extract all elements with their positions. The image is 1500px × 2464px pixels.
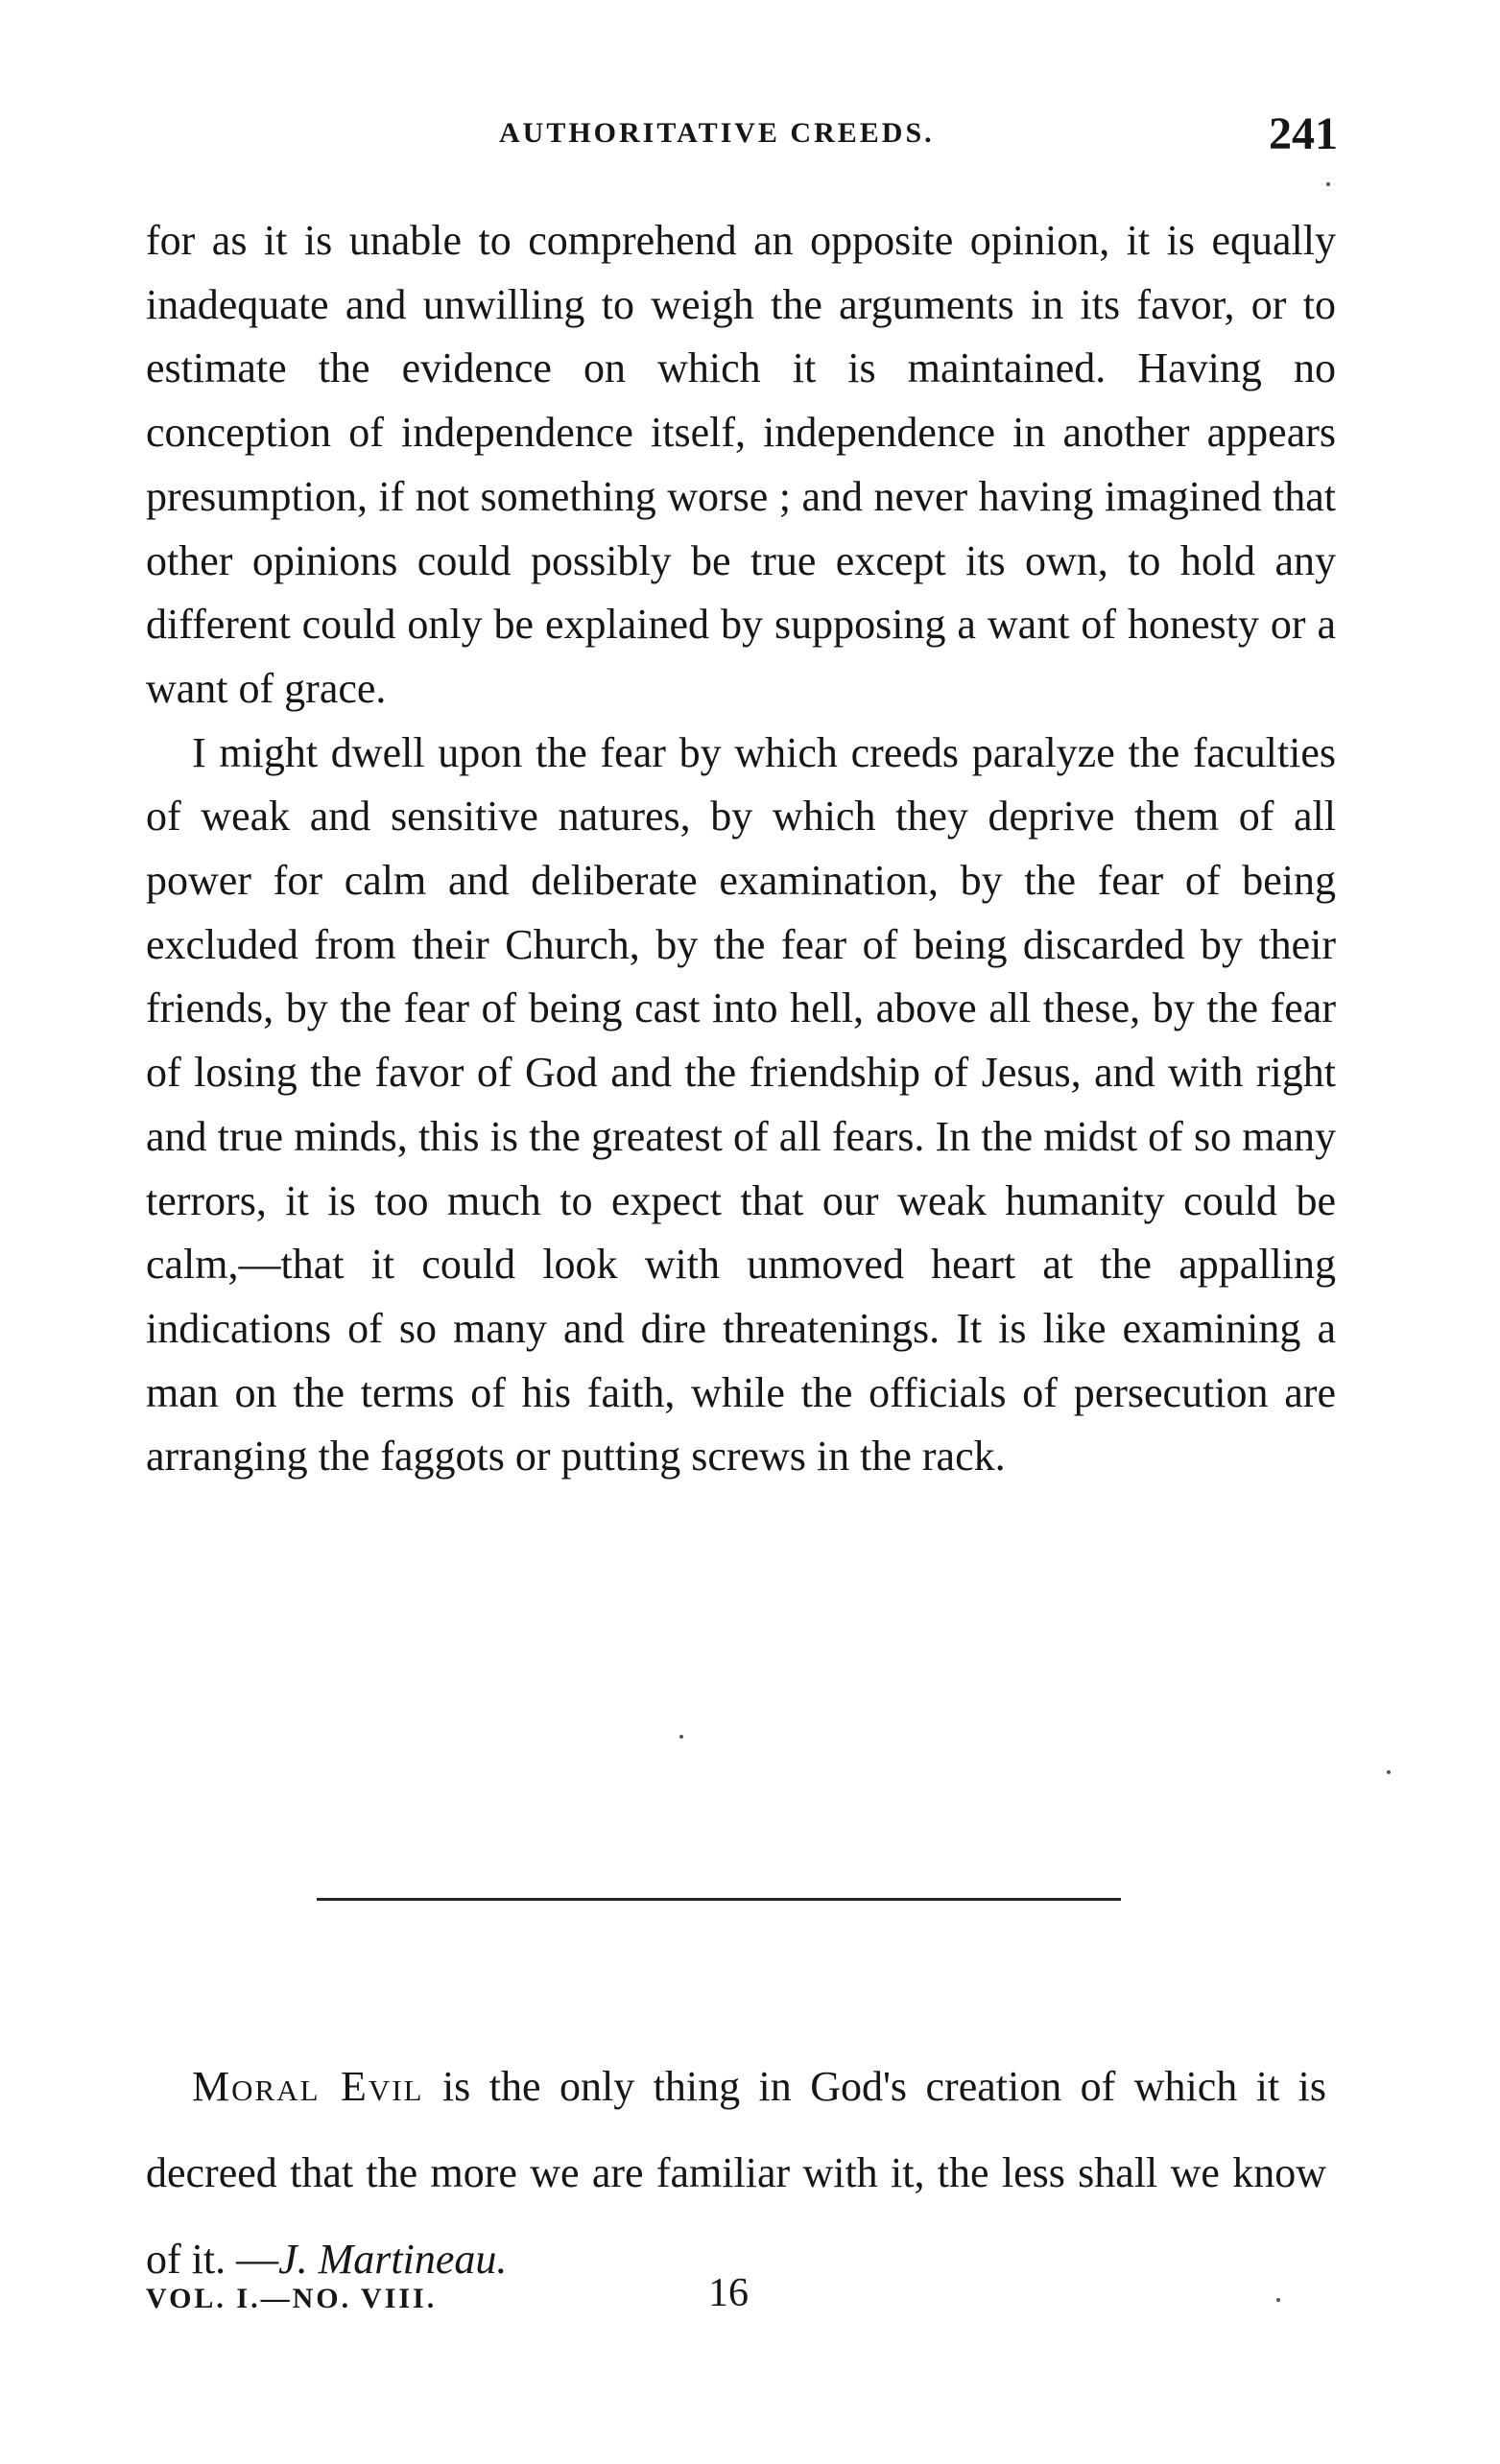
volume-signature: VOL. I.—NO. VIII.	[146, 2283, 438, 2314]
quote-text: is the only thing in God's creation of which it is decreed that the more we are familiar with it, the less shall we know of it. —	[146, 2063, 1326, 2283]
paragraph-continued: for as it is unable to comprehend an opposite opinion, it is equally inadequate and unwilling to weigh the arguments in its favor, or to estimate the evidence on which it is maintained. Having no conception of independence itself, independence in another appears presumption, if not something worse ; and never having imagined that other opinions could possibly be true except its own, to hold any different could only be explained by supposing a want of honesty or a want of grace.	[146, 217, 1336, 712]
quote-author: J. Martineau.	[278, 2236, 508, 2283]
body-text	[146, 209, 1336, 1489]
running-title: AUTHORITATIVE CREEDS.	[499, 117, 935, 149]
signature-number: 16	[708, 2271, 749, 2315]
print-speck	[1276, 2298, 1280, 2302]
print-speck	[1387, 1770, 1391, 1774]
section-divider	[317, 1898, 1121, 1901]
print-speck	[1326, 182, 1330, 186]
martineau-quote	[146, 2044, 1326, 2303]
quote-lead: Moral Evil	[192, 2063, 424, 2110]
quote-paragraph	[146, 2044, 1326, 2303]
paragraph-fear-of-creeds: I might dwell upon the fear by which creeds paralyze the faculties of weak and sensitive natures, by which they deprive them of all power for calm and deliberate examination, by the fear of being excluded from their Church, by the fear of being discarded by their friends, by the fear of being cast into hell, above all these, by the fear of losing the favor of God and the friendship of Jesus, and with right and true minds, this is the greatest of all fears. In the midst of so many terrors, it is too much to expect that our weak humanity could be calm,—that it could look with unmoved heart at the appalling indications of so many and dire threatenings. It is like examining a man on the terms of his faith, while the officials of persecution are arranging the faggots or putting screws in the rack.	[146, 728, 1336, 1481]
page-number: 241	[1269, 108, 1338, 159]
print-speck	[679, 1735, 683, 1739]
